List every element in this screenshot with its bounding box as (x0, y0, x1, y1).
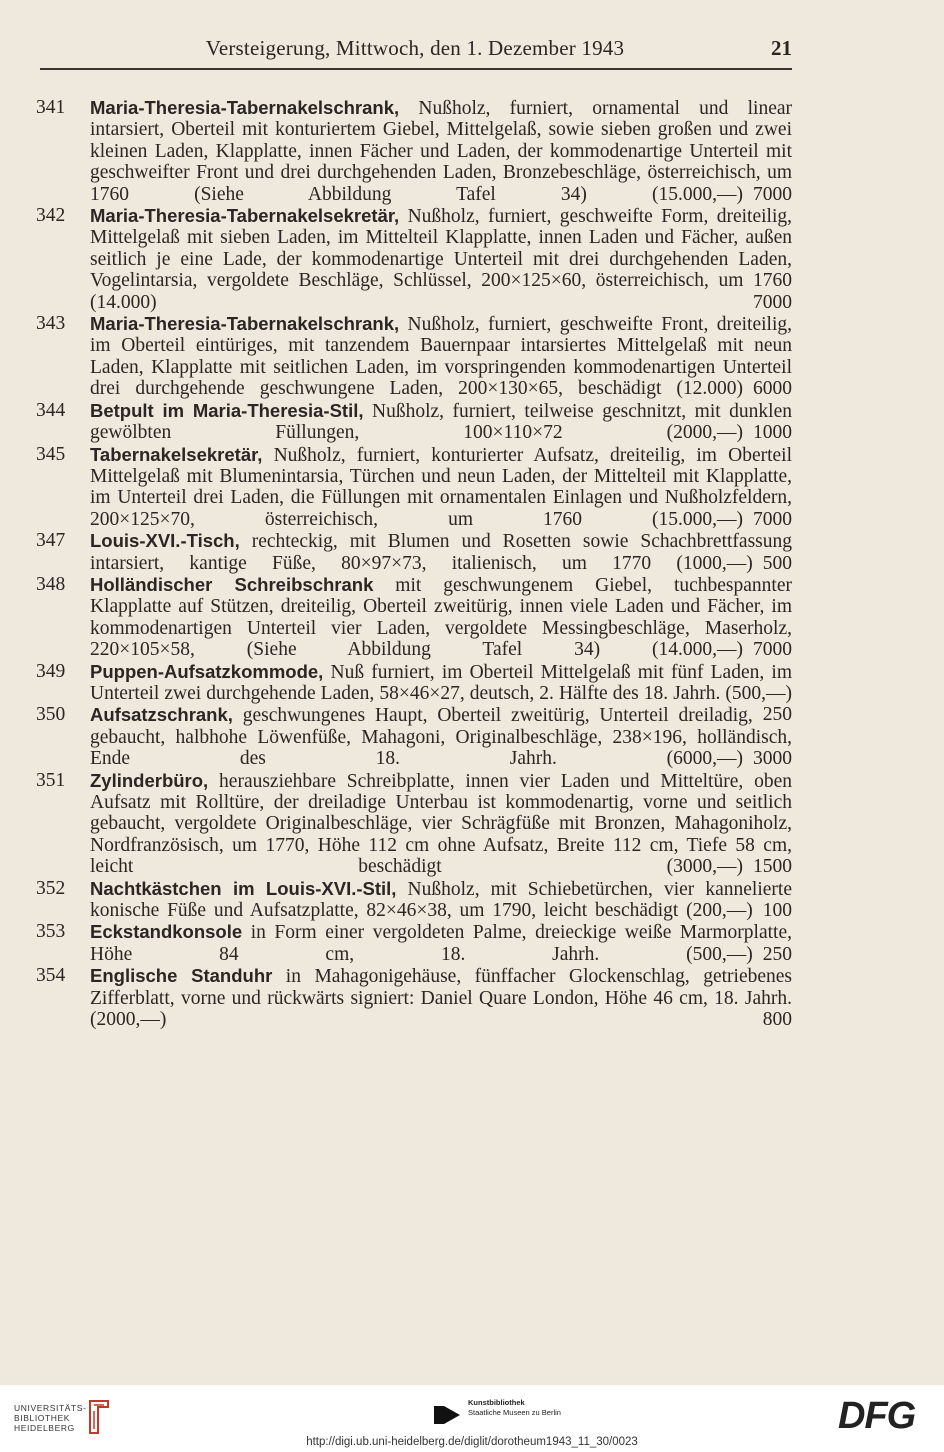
lot-text: geschwungenes Haupt, Oberteil zweitürig, Unterteil dreiladig, gebaucht, halbhohe Löwenfüße, Mahagoni, Originalbeschläge, 238×196, holländisch, Ende des 18. Jahrh. (6000,—) (90, 705, 792, 770)
lot-title: Betpult im Maria-Theresia-Stil, (90, 399, 364, 421)
heidelberg-logo-icon (84, 1397, 114, 1437)
university-library-name (14, 1403, 87, 1433)
lot-number: 345 (36, 443, 66, 465)
kunstbibliothek-logo-icon (432, 1402, 462, 1428)
lot-entry (0, 770, 944, 878)
lot-title: Maria-Theresia-Tabernakelsekretär, (90, 205, 400, 227)
footer (0, 1385, 944, 1452)
lot-number: 342 (36, 205, 66, 227)
lot-title: Nachtkästchen im Louis-XVI.-Stil, (90, 877, 397, 899)
header-rule (40, 68, 792, 70)
lot-entry (0, 530, 944, 574)
lot-entry (0, 965, 944, 1030)
lot-price: 7000 (753, 183, 792, 205)
lot-entry (0, 313, 944, 400)
lot-description (90, 530, 792, 574)
lot-entry (0, 704, 944, 769)
lot-description (90, 965, 792, 1030)
kunstbibliothek-label (468, 1398, 561, 1418)
lot-description (90, 444, 792, 531)
lot-description (90, 704, 792, 769)
lot-title: Louis-XVI.-Tisch, (90, 530, 240, 552)
lot-title: Englische Standuhr (90, 965, 273, 987)
lot-entry (0, 878, 944, 922)
university-line-3: HEIDELBERG (14, 1423, 75, 1433)
lot-entry (0, 574, 944, 661)
lot-number: 352 (36, 877, 66, 899)
page-number: 21 (771, 36, 792, 60)
lot-price: 7000 (753, 508, 792, 530)
lot-text: in Mahagonigehäuse, fünffacher Glockenschlag, getriebenes Zifferblatt, vorne und rückwärts signiert: Daniel Quare London, Höhe 46 cm, 18. Jahrh. (2000,—) (90, 966, 793, 1031)
lot-price: 7000 (753, 291, 792, 313)
dfg-logo: DFG (838, 1395, 916, 1437)
kb-title: Kunstbibliothek (468, 1398, 525, 1407)
lot-text: Nußholz, furniert, teilweise geschnitzt, mit dunklen gewölbten Füllungen, 100×110×72 (2000,—) (90, 400, 792, 444)
lot-number: 341 (36, 97, 66, 118)
lot-description (90, 400, 792, 444)
lot-title: Puppen-Aufsatzkommode, (90, 660, 324, 682)
lot-text: Nußholz, furniert, ornamental und linear intarsiert, Oberteil mit konturiertem Giebel, Mittelgelaß, sowie sieben großen und zwei kleinen Laden, Klapplatte, innen Fächer und Laden, der kommodenartige Unterteil mit geschweifter Front und drei durchgehenden Laden, Bronzebeschläge, österreichisch, um 1760 (Siehe Abbildung Tafel 34) (15.000,—) (90, 98, 792, 205)
lot-description (90, 97, 792, 205)
lot-text: Nußholz, furniert, konturierter Aufsatz, dreiteilig, im Oberteil Mittelgelaß mit Blumenintarsia, Türchen und neun Laden, der Mittelteil mit Klapplatte, im Unterteil drei Laden, die Füllungen mit ornamentalen Einlagen und Nußholzfeldern, 200×125×70, österreichisch, um 1760 (15.000,—) (90, 444, 792, 530)
lot-title: Tabernakelsekretär, (90, 443, 263, 465)
lot-number: 353 (36, 921, 66, 943)
lot-entry (0, 400, 944, 444)
lot-entry (0, 444, 944, 531)
lot-title: Eckstandkonsole (90, 921, 243, 943)
lot-number: 348 (36, 573, 66, 595)
lot-price: 7000 (753, 639, 792, 661)
lot-price: 500 (762, 552, 792, 574)
lot-number: 347 (36, 530, 66, 552)
lot-text: herausziehbare Schreibplatte, innen vier Laden und Mitteltüre, oben Aufsatz mit Rolltüre, der dreiladige Unterbau ist kommodenartig, vorne und seitlich gebaucht, vergoldete Originalbeschläge, vier Schrägfüße mit Bronzen, Mahagoniholz, Nordfranzösisch, um 1770, Höhe 112 cm ohne Aufsatz, Breite 112 cm, Tiefe 58 cm, leicht beschädigt (3000,—) (90, 770, 792, 878)
lot-price: 3000 (753, 748, 792, 770)
lot-text: in Form einer vergoldeten Palme, dreieckige weiße Marmorplatte, Höhe 84 cm, 18. Jahrh. (500,—) (90, 922, 792, 965)
lot-number: 343 (36, 313, 66, 335)
lot-title: Zylinderbüro, (90, 769, 209, 791)
lot-number: 349 (36, 660, 66, 682)
lot-price: 250 (762, 943, 792, 965)
lot-description (90, 313, 792, 400)
lot-entry (0, 97, 944, 205)
lot-description (90, 878, 792, 922)
kb-subtitle: Staatliche Museen zu Berlin (468, 1408, 561, 1417)
lot-text: mit geschwungenem Giebel, tuchbespannter Klapplatte auf Stützen, dreiteilig, Oberteil zweitürig, innen viele Laden und Fächer, im kommodenartigen Unterteil vier Laden, vergoldete Messingbeschläge, Maserholz, 220×105×58, (Siehe Abbildung Tafel 34) (14.000,—) (90, 574, 792, 661)
lot-title: Aufsatzschrank, (90, 704, 233, 726)
lot-price: 1500 (753, 856, 792, 878)
lot-list (0, 97, 944, 1030)
lot-description (90, 205, 792, 313)
header-title: Versteigerung, Mittwoch, den 1. Dezember 1943 (205, 36, 625, 60)
lot-number: 351 (36, 769, 66, 791)
lot-title: Holländischer Schreibschrank (90, 573, 374, 595)
lot-number: 354 (36, 965, 66, 987)
lot-number: 344 (36, 399, 66, 421)
source-url[interactable]: http://digi.ub.uni-heidelberg.de/diglit/dorotheum1943_11_30/0023 (306, 1436, 638, 1448)
lot-text: Nußholz, furniert, geschweifte Front, dreiteilig, im Oberteil eintüriges, mit tanzendem Bauernpaar intarsiertes Mittelgelaß mit neun Laden, Klapplatte mit seitlichen Laden, im vorspringenden kommodenartigen Unterteil drei durchgehende geschwungene Laden, 200×130×65, beschädigt (12.000) (90, 314, 792, 400)
lot-description (90, 921, 792, 965)
lot-text: rechteckig, mit Blumen und Rosetten sowie Schachbrettfassung intarsiert, kantige Füße, 80×97×73, italienisch, um 1770 (1000,—) (90, 531, 792, 574)
university-line-2: BIBLIOTHEK (14, 1413, 71, 1423)
lot-text: Nuß furniert, im Oberteil Mittelgelaß mit fünf Laden, im Unterteil zwei durchgehende Laden, 58×46×27, deutsch, 2. Hälfte des 18. Jahrh. (500,—) (90, 661, 792, 704)
lot-price: 6000 (753, 378, 792, 400)
lot-text: Nußholz, furniert, geschweifte Form, dreiteilig, Mittelgelaß mit sieben Laden, im Mittelteil Klapplatte, innen Laden und Fächer, außen seitlich je eine Lade, der kommodenartige Unterteil mit drei durchgehenden Laden, Vogelintarsia, vergoldete Beschläge, Schlüssel, 200×125×60, österreichisch, um 1760 (14.000) (90, 206, 792, 313)
lot-price: 100 (762, 900, 792, 922)
lot-entry (0, 921, 944, 965)
lot-number: 350 (36, 704, 66, 726)
lot-title: Maria-Theresia-Tabernakelschrank, (90, 97, 400, 118)
lot-text: Nußholz, mit Schiebetürchen, vier kannelierte konische Füße und Aufsatzplatte, 82×46×38, um 1790, leicht beschädigt (200,—) (90, 878, 792, 922)
lot-price: 1000 (753, 422, 792, 444)
running-header (40, 36, 790, 68)
lot-title: Maria-Theresia-Tabernakelschrank, (90, 313, 400, 335)
lot-price: 250 (762, 704, 792, 726)
lot-description (90, 770, 792, 878)
university-line-1: UNIVERSITÄTS- (14, 1403, 87, 1413)
lot-price: 800 (762, 1009, 792, 1031)
lot-description (90, 574, 792, 661)
lot-entry (0, 205, 944, 313)
